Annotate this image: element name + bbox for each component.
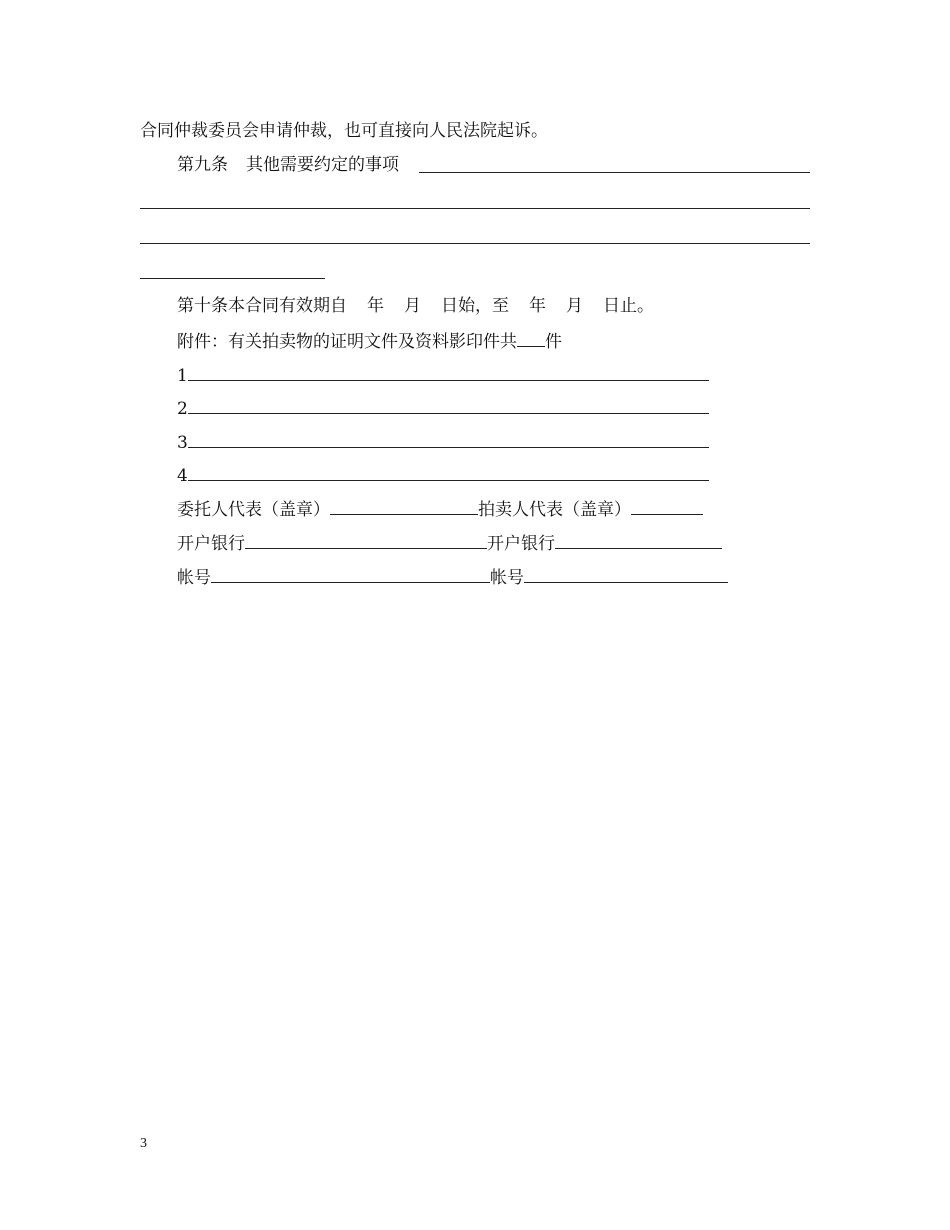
consignor-rep-label: 委托人代表（盖章） (177, 500, 330, 520)
attachment-item (177, 463, 709, 485)
account-right-blank[interactable] (524, 565, 728, 583)
signature-account-row (177, 565, 728, 587)
article-9 (177, 154, 399, 176)
bank-left-label: 开户银行 (177, 534, 245, 554)
article-9-blank-line-2[interactable] (140, 208, 810, 209)
article-10-prefix: 第十条本合同有效期自 (177, 296, 347, 316)
article-9-text: 其他需要约定的事项 (246, 155, 399, 175)
attachments-line (177, 329, 562, 351)
signature-bank-row (177, 531, 722, 553)
attachment-item-blank[interactable] (188, 430, 709, 448)
attachments-count-blank[interactable] (517, 329, 545, 347)
attachment-item-number: 1 (177, 366, 188, 386)
article-10 (177, 295, 654, 317)
article-10-day-start: 日始，至 (441, 296, 509, 316)
article-9-blank-line-4[interactable] (140, 278, 325, 279)
article-10-day-end: 日止。 (603, 296, 654, 316)
article-10-year-start: 年 (367, 296, 384, 316)
attachment-item (177, 396, 709, 418)
attachments-suffix: 件 (545, 332, 562, 352)
auctioneer-rep-label: 拍卖人代表（盖章） (478, 500, 631, 520)
consignor-rep-blank[interactable] (330, 497, 478, 515)
continuation-text: 合同仲裁委员会申请仲裁，也可直接向人民法院起诉。 (140, 121, 548, 141)
article-9-blank-line-3[interactable] (140, 243, 810, 244)
article-9-blank-line-1[interactable] (419, 172, 810, 173)
account-left-blank[interactable] (211, 565, 490, 583)
attachment-item-blank[interactable] (188, 396, 709, 414)
attachment-item-number: 3 (177, 433, 188, 453)
article-10-month-start: 月 (404, 296, 421, 316)
account-left-label: 帐号 (177, 568, 211, 588)
signature-rep-row (177, 497, 703, 519)
attachment-item-number: 4 (177, 466, 188, 486)
attachment-item-number: 2 (177, 399, 188, 419)
article-9-number: 第九条 (177, 155, 228, 175)
attachment-item (177, 363, 709, 385)
attachment-item-blank[interactable] (188, 363, 709, 381)
page-number: 3 (140, 1136, 147, 1151)
account-right-label: 帐号 (490, 568, 524, 588)
attachments-prefix: 附件：有关拍卖物的证明文件及资料影印件共 (177, 332, 517, 352)
article-10-year-end: 年 (529, 296, 546, 316)
bank-right-blank[interactable] (555, 531, 722, 549)
article-10-month-end: 月 (566, 296, 583, 316)
bank-right-label: 开户银行 (487, 534, 555, 554)
attachment-item (177, 430, 709, 452)
attachment-item-blank[interactable] (188, 463, 709, 481)
bank-left-blank[interactable] (245, 531, 487, 549)
auctioneer-rep-blank[interactable] (631, 497, 703, 515)
